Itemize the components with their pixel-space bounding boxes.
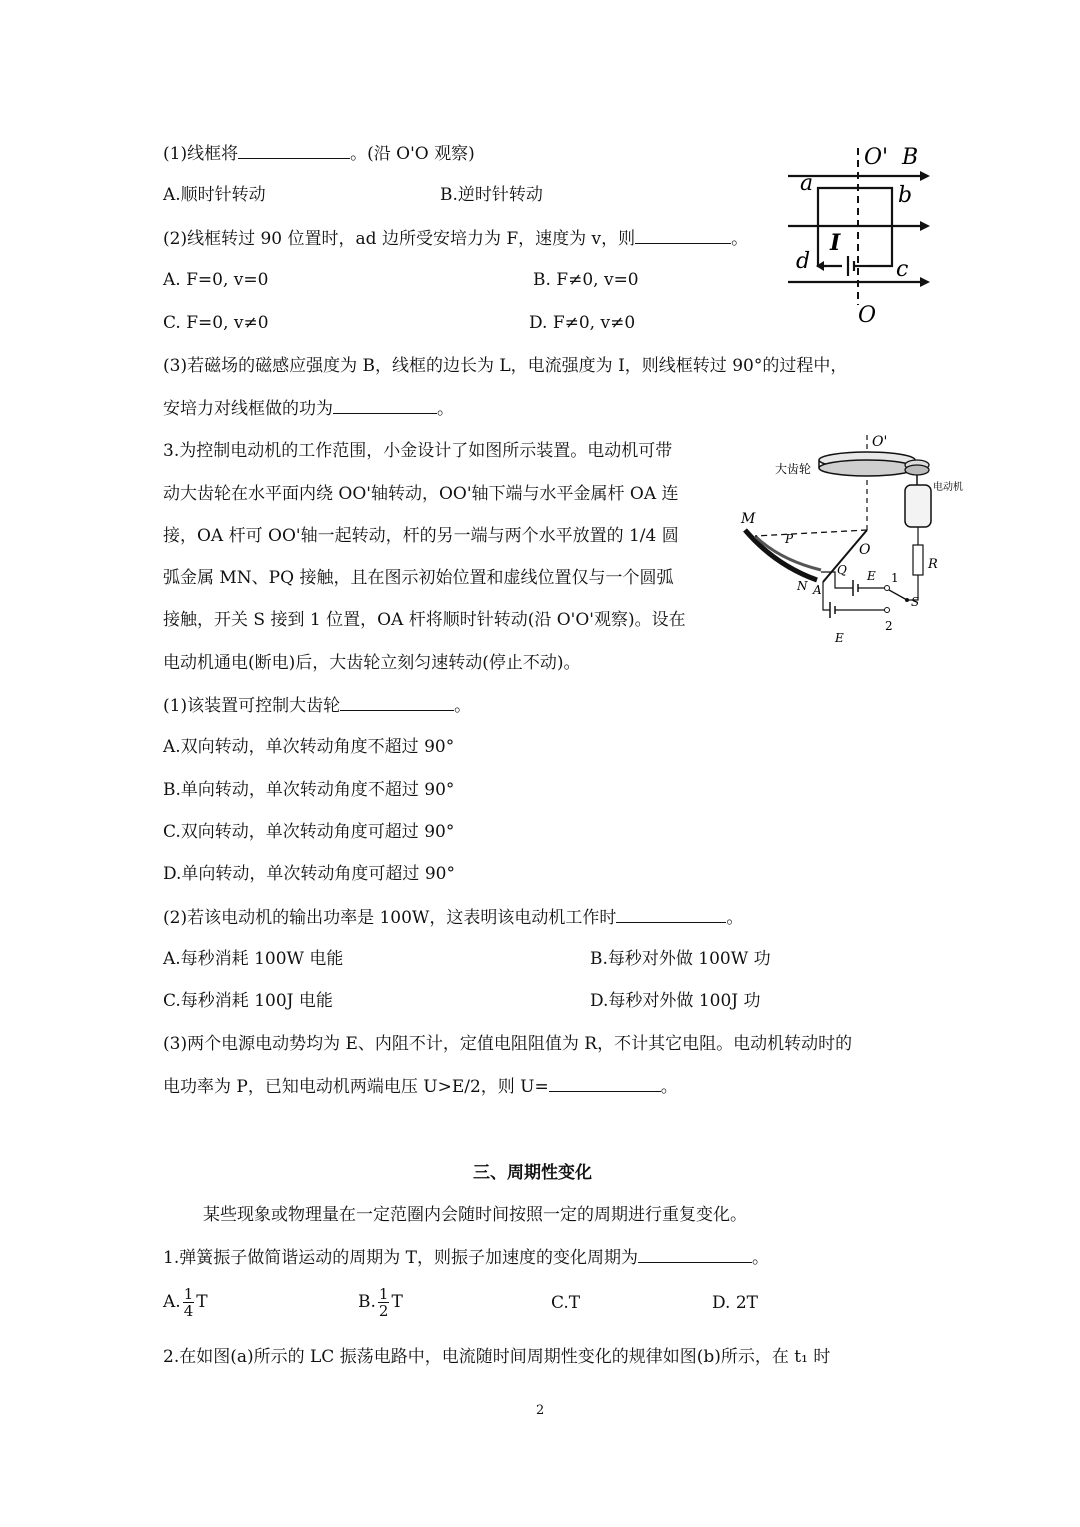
p3-q1-option-c: C.双向转动，单次转动角度可超过 90° [163,822,455,842]
p3-q2-stem: (2)若该电动机的输出功率是 100W，这表明该电动机工作时 。 [163,908,744,928]
fig2-label-n: N [797,579,808,593]
part3-intro: 某些现象或物理量在一定范圈内会随时间按照一定的周期进行重复变化。 [203,1205,747,1225]
p2-q2-option-c: C. F=0, v≠0 [163,313,269,333]
fig2-label-o-prime: O' [872,434,888,450]
p3-intro-line5: 接触，开关 S 接到 1 位置，OA 杆将顺时针转动(沿 O'O'观察)。设在 [163,610,686,630]
fig1-label-o-prime: O' [864,145,889,170]
fig1-label-b-field: B [902,145,919,170]
page-number: 2 [536,1403,545,1418]
p2-q2-option-b: B. F≠0, v=0 [533,270,639,290]
p3-q2-option-a: A.每秒消耗 100W 电能 [163,949,344,969]
fraction: $\frac{1}{4}$ [183,1285,194,1320]
answer-blank[interactable] [635,227,731,244]
fig2-label-o: O [859,542,871,558]
p2-q2-stem: (2)线框转过 90 位置时，ad 边所受安培力为 F，速度为 v，则 。 [163,229,749,249]
p3-q2-option-d: D.每秒对外做 100J 功 [590,991,761,1011]
answer-blank[interactable] [549,1075,661,1092]
part3-q1-option-a: A. $\frac{1}{4}$ T [163,1285,208,1320]
p2-q2-option-a: A. F=0, v=0 [163,270,269,290]
fig1-label-b: b [898,183,913,208]
fig2-label-e-bottom: E [835,631,844,645]
fig1-label-c: c [896,257,909,282]
fig2-label-p: P [785,532,794,546]
answer-blank[interactable] [333,397,437,414]
fig2-label-s: S [911,595,920,609]
answer-blank[interactable] [638,1246,752,1263]
fig2-label-motor: 电动机 [933,482,963,493]
p3-q3-line1: (3)两个电源电动势均为 E、内阻不计，定值电阻阻值为 R，不计其它电阻。电动机转动时的 [163,1034,853,1054]
p2-q3-line1: (3)若磁场的磁感应强度为 B，线框的边长为 L，电流强度为 I，则线框转过 90°的过程中， [163,356,848,376]
p3-q1-option-b: B.单向转动，单次转动角度不超过 90° [163,780,455,800]
section-title: 三、周期性变化 [473,1163,592,1183]
p3-intro-line4: 弧金属 MN、PQ 接触，且在图示初始位置和虚线位置仅与一个圆弧 [163,568,674,588]
p2-q1-option-b: B.逆时针转动 [440,185,543,205]
answer-blank[interactable] [238,142,350,159]
fraction: $\frac{1}{2}$ [378,1285,389,1320]
fig2-label-q: Q [837,563,847,577]
p3-q2-option-c: C.每秒消耗 100J 电能 [163,991,333,1011]
part3-q1-option-c: C.T [551,1293,581,1313]
fig2-label-two: 2 [885,619,893,633]
p2-q1-option-a: A.顺时针转动 [163,185,266,205]
p2-q3-line2: 安培力对线框做的功为 。 [163,399,454,419]
p2-q1-stem: (1)线框将 。(沿 O'O 观察) [163,144,475,164]
fig2-label-gear: 大齿轮 [775,462,812,476]
fig1-label-d: d [796,249,811,274]
p3-intro-line2: 动大齿轮在水平面内绕 OO'轴转动，OO'轴下端与水平金属杆 OA 连 [163,484,679,504]
answer-blank[interactable] [340,694,454,711]
coil-field-figure [780,140,930,330]
p3-intro-line6: 电动机通电(断电)后，大齿轮立刻匀速转动(停止不动)。 [163,653,581,673]
part3-q1-option-d: D. 2T [712,1293,758,1313]
fig2-label-m: M [741,511,756,527]
fig1-label-o: O [858,303,877,328]
fig1-label-a: a [800,171,814,196]
p2-q2-option-d: D. F≠0, v≠0 [529,313,636,333]
part3-q2-line1: 2.在如图(a)所示的 LC 振荡电路中，电流随时间周期性变化的规律如图(b)所示，在 t₁ 时 [163,1347,831,1367]
motor-gear-figure [735,430,963,650]
p3-intro-line3: 接，OA 杆可 OO'轴一起转动，杆的另一端与两个水平放置的 1/4 圆 [163,526,679,546]
fig2-label-r: R [928,557,938,572]
fig2-label-a: A [813,583,822,597]
fig2-label-e-top: E [867,569,876,583]
answer-blank[interactable] [616,906,726,923]
p3-q1-stem: (1)该装置可控制大齿轮 。 [163,696,472,716]
part3-q1-option-b: B. $\frac{1}{2}$ T [358,1285,403,1320]
p3-q1-option-a: A.双向转动，单次转动角度不超过 90° [163,737,455,757]
fig1-label-current: I [830,230,841,256]
part3-q1-stem: 1.弹簧振子做简谐运动的周期为 T，则振子加速度的变化周期为 。 [163,1248,769,1268]
p3-q1-option-d: D.单向转动，单次转动角度可超过 90° [163,864,455,884]
fig2-label-one: 1 [891,571,899,585]
p3-q2-option-b: B.每秒对外做 100W 功 [590,949,771,969]
p3-intro-line1: 3.为控制电动机的工作范围，小金设计了如图所示装置。电动机可带 [163,441,673,461]
p3-q3-line2: 电功率为 P，已知电动机两端电压 U>E/2，则 U= 。 [163,1077,678,1097]
